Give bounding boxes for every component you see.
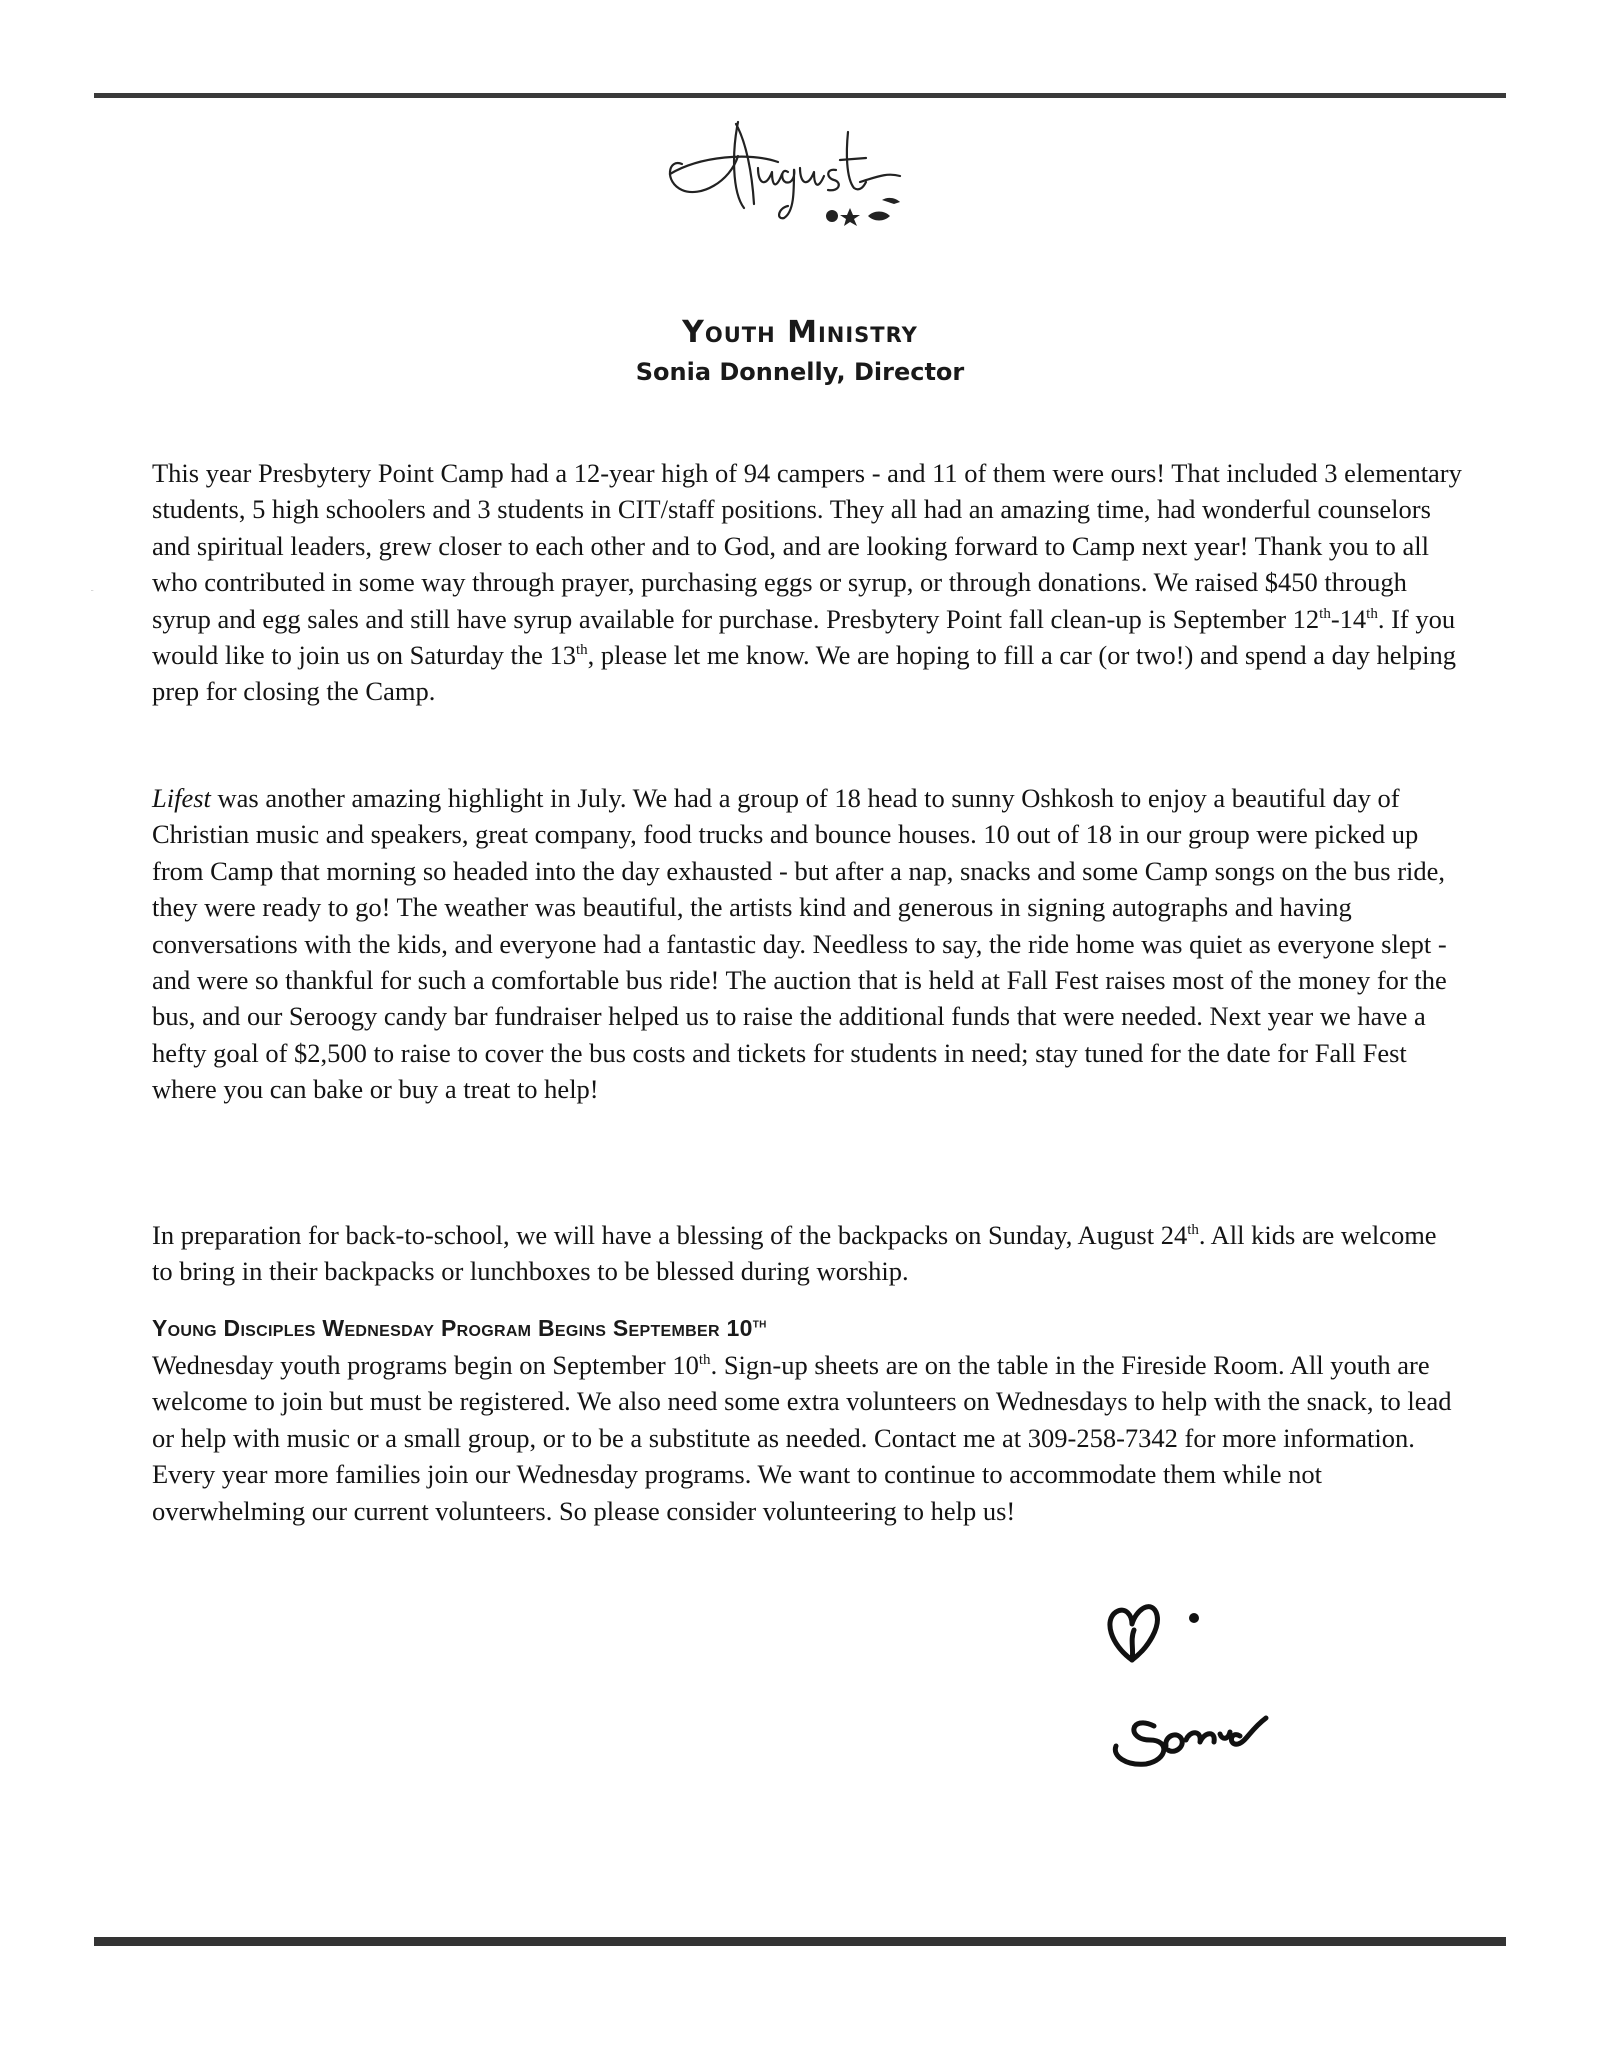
paragraph-backpacks bbox=[152, 1217, 1462, 1290]
section-heading-young-disciples bbox=[152, 1315, 767, 1342]
paragraph-wednesday bbox=[152, 1347, 1462, 1529]
subhead-text: Young Disciples Wednesday Program Begins September 10 bbox=[152, 1315, 753, 1341]
subhead-sup: th bbox=[752, 1314, 767, 1331]
page-title: Youth Ministry bbox=[682, 315, 918, 350]
p1-text-a: This year Presbytery Point Camp had a 12-year high of 94 campers - and 11 of them were ours! That included 3 elementary students, 5 high schoolers and 3 students in CIT/staff positions. They all had an amazing time, had wonderful counselors and spiritual leaders, grew closer to each other and to God, and are looking forward to Camp next year! Thank you to all who contributed in some way through prayer, purchasing eggs or syrup, or through donations. We raised $450 through syrup and egg sales and still have syrup available for purchase. Presbytery Point fall clean-up is September 12 bbox=[152, 458, 1462, 634]
p2-italic: Lifest bbox=[152, 783, 211, 813]
page-subtitle: Sonia Donnelly, Director bbox=[635, 358, 965, 386]
p4-text-b: . Sign-up sheets are on the table in the Fireside Room. All youth are welcome to join but must be registered. We also need some extra volunteers on Wednesdays to help with the snack, to lead or help with music or a small group, or to be a substitute as needed. Contact me at 309-258-7342 for more information. Every year more families join our Wednesday programs. We want to continue to accommodate them while not overwhelming our current volunteers. So please consider volunteering to help us! bbox=[152, 1350, 1452, 1526]
p1-sup-2: th bbox=[1366, 605, 1378, 622]
p1-text-c: . If you would like to join us on Saturday the 13 bbox=[152, 603, 1456, 671]
p1-sup-3: th bbox=[575, 642, 588, 659]
signature-text: Sonia bbox=[91, 591, 94, 592]
p3-text-b: . All kids are welcome to bring in their backpacks or lunchboxes to be blessed during worship. bbox=[152, 1220, 1437, 1287]
p3-text-a: In preparation for back-to-school, we will have a blessing of the backpacks on Sunday, August 24 bbox=[152, 1220, 1188, 1250]
p1-text-b: -14 bbox=[1330, 603, 1367, 634]
paragraph-lifest bbox=[152, 780, 1462, 1108]
p2-text: was another amazing highlight in July. We had a group of 18 head to sunny Oshkosh to enjoy a beautiful day of Christian music and speakers, great company, food trucks and bounce houses. 10 out of 18 in our group were picked up from Camp that morning so headed into the day exhausted - but after a nap, snacks and some Camp songs on the bus ride, they were ready to go! The weather was beautiful, the artists kind and generous in signing autographs and having conversations with the kids, and everyone had a fantastic day. Needless to say, the ride home was quiet as everyone slept - and were so thankful for such a comfortable bus ride! The auction that is held at Fall Fest raises most of the money for the bus, and our Seroogy candy bar fundraiser helped us to raise the additional funds that were needed. Next year we have a hefty goal of $2,500 to raise to cover the bus costs and tickets for students in need; stay tuned for the date for Fall Fest where you can bake or buy a treat to help! bbox=[152, 783, 1447, 1105]
top-rule bbox=[94, 93, 1506, 98]
dot-icon bbox=[1189, 1613, 1199, 1623]
p1-sup-1: th bbox=[1319, 605, 1331, 622]
bottom-rule bbox=[94, 1937, 1506, 1946]
p4-text-a: Wednesday youth programs begin on September 10 bbox=[152, 1350, 699, 1380]
august-logo bbox=[660, 112, 930, 262]
p3-sup-1: th bbox=[1187, 1222, 1199, 1239]
p1-text-d: , please let me know. We are hoping to fill a car (or two!) and spend a day helping prep for closing the Camp. bbox=[152, 640, 1457, 707]
p4-sup-1: th bbox=[698, 1352, 711, 1369]
paragraph-camp bbox=[152, 455, 1462, 710]
